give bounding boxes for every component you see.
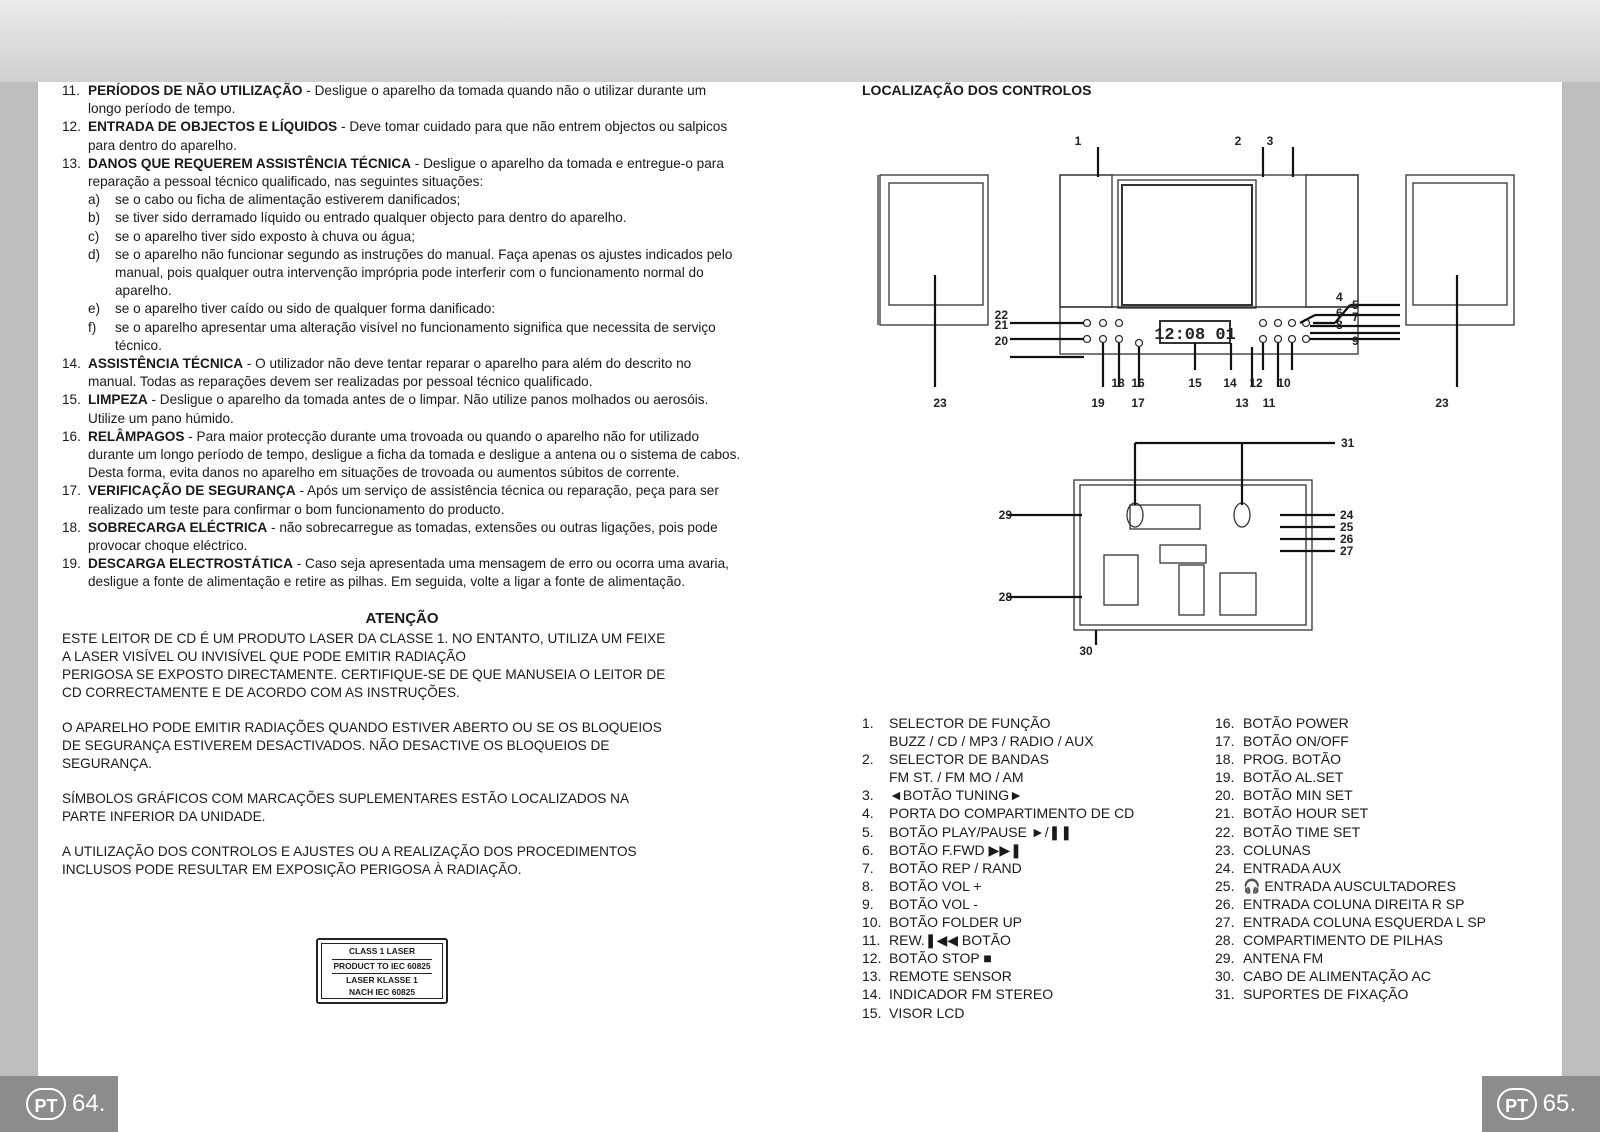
legend-text: BOTÃO STOP ■ xyxy=(889,950,992,967)
legend-number: 12. xyxy=(862,950,882,967)
item-text: - Desligue o aparelho da tomada quando não o utilizar durante um longo período de tempo. xyxy=(88,83,707,117)
legend-number: 30. xyxy=(1215,968,1235,985)
callout-number: 30 xyxy=(1079,644,1093,658)
legend-text: BOTÃO TIME SET xyxy=(1243,823,1361,840)
attention-line: A LASER VISÍVEL OU INVISÍVEL QUE PODE EMITIR RADIAÇÃO xyxy=(62,648,466,664)
legend-number: 2. xyxy=(862,751,874,768)
callout-number: 14 xyxy=(1223,376,1237,390)
item-number: 17. xyxy=(62,483,81,499)
legend-text: REMOTE SENSOR xyxy=(889,968,1012,985)
legend-number: 10. xyxy=(862,914,882,931)
item-text: - Caso seja apresentada uma mensagem de erro ou ocorra uma avaria, desligue a fonte de alimentação e retire as pilhas. Em seguida, volte a ligar a fonte de alimentação. xyxy=(88,556,729,590)
attention-line: PERIGOSA SE EXPOSTO DIRECTAMENTE. CERTIFIQUE-SE DE QUE MANUSEIA O LEITOR DE xyxy=(62,666,666,682)
legend-text: SUPORTES DE FIXAÇÃO xyxy=(1243,986,1409,1003)
legend-row xyxy=(1215,931,1486,949)
legend-text: BOTÃO F.FWD ▶▶❚ xyxy=(889,841,1022,858)
diagram-callouts xyxy=(933,134,1449,658)
legend-text: COLUNAS xyxy=(1243,841,1311,858)
callout-number: 22 xyxy=(994,308,1008,322)
item-text: - não sobrecarregue as tomadas, extensões ou outras ligações, pois pode provocar choque eléctrico. xyxy=(88,519,718,554)
sub-item-text: se o aparelho apresentar uma alteração visível no funcionamento significa que necessita de serviço técnico. xyxy=(115,319,716,353)
legend-row xyxy=(1215,732,1486,750)
legend-row xyxy=(862,877,1134,895)
sub-item xyxy=(88,228,742,246)
sub-item-text: se o aparelho tiver sido exposto à chuva ou água; xyxy=(115,228,416,244)
attention-paragraph xyxy=(62,843,742,879)
right-speaker-illustration xyxy=(1406,175,1514,325)
legend-row xyxy=(1215,949,1486,967)
item-text: - Desligue o aparelho da tomada antes de o limpar. Não utilize panos molhados ou aerosóis. Utilize um pano húmido. xyxy=(88,392,709,426)
sub-list xyxy=(88,191,742,355)
legend-number: 7. xyxy=(862,859,874,876)
callout-number: 19 xyxy=(1091,396,1105,410)
page-number-left xyxy=(0,1076,118,1132)
legend-number: 18. xyxy=(1215,751,1235,768)
legend-number: 25. xyxy=(1215,877,1235,894)
list-item xyxy=(62,555,742,591)
laser-label-line: LASER KLASSE 1 xyxy=(346,975,418,985)
legend-row xyxy=(1215,859,1486,877)
callout-number: 23 xyxy=(1435,396,1449,410)
callout-number: 15 xyxy=(1188,376,1202,390)
sub-item xyxy=(88,319,742,355)
lcd-display-text: 12:08 01 xyxy=(1154,326,1236,345)
sub-item-text: se tiver sido derramado líquido ou entrado qualquer objecto para dentro do aparelho. xyxy=(115,210,627,226)
legend-row xyxy=(1215,786,1486,804)
callout-number: 12 xyxy=(1249,376,1263,390)
legend-text: BOTÃO PLAY/PAUSE ►/❚❚ xyxy=(889,823,1073,840)
legend-text: BOTÃO HOUR SET xyxy=(1243,805,1369,822)
left-speaker-illustration xyxy=(878,175,988,325)
legend-number: 26. xyxy=(1215,895,1235,912)
item-text: - Para maior protecção durante uma trovoada ou quando o aparelho não for utilizado durante um longo período de tempo, desligue a ficha da tomada e desligue a antena ou o sistema de cabos. Desta forma, evita danos no aparelho em situações de trovoada ou aumentos súbitos de corrente. xyxy=(88,428,741,481)
legend-row xyxy=(862,895,1134,913)
callout-number: 20 xyxy=(994,334,1008,348)
legend-text: ENTRADA COLUNA ESQUERDA L SP xyxy=(1243,914,1486,931)
page-number: 65. xyxy=(1542,1090,1576,1117)
attention-line: CD CORRECTAMENTE E DE ACORDO COM AS INSTRUÇÕES. xyxy=(62,684,460,700)
sub-item-text: se o cabo ou ficha de alimentação estiverem danificados; xyxy=(115,192,461,208)
callout-number: 4 xyxy=(1336,290,1343,304)
legend-text: VISOR LCD xyxy=(889,1004,965,1021)
page-number-right xyxy=(1482,1076,1600,1132)
legend-number: 3. xyxy=(862,787,874,804)
sub-item-letter: a) xyxy=(88,192,101,208)
legend-row xyxy=(862,985,1134,1003)
list-item xyxy=(62,428,742,483)
legend-text: SELECTOR DE BANDAS xyxy=(889,751,1050,768)
legend-text: FM ST. / FM MO / AM xyxy=(889,769,1024,786)
legend-row xyxy=(862,913,1134,931)
main-unit-back-illustration xyxy=(1074,480,1312,630)
legend-text: BOTÃO POWER xyxy=(1243,715,1349,731)
callout-number: 16 xyxy=(1131,376,1145,390)
sub-item xyxy=(88,246,742,301)
sub-item xyxy=(88,300,742,318)
left-margin-bar xyxy=(0,82,38,1132)
item-title: VERIFICAÇÃO DE SEGURANÇA xyxy=(88,483,296,499)
sub-item-letter: c) xyxy=(88,228,100,244)
sub-item-letter: b) xyxy=(88,210,101,226)
legend-number: 29. xyxy=(1215,950,1235,967)
callout-number: 29 xyxy=(998,508,1012,522)
list-item xyxy=(62,519,742,555)
callout-number: 6 xyxy=(1336,306,1343,320)
attention-line: INCLUSOS PODE RESULTAR EM EXPOSIÇÃO PERIGOSA À RADIAÇÃO. xyxy=(62,861,522,877)
legend-row xyxy=(862,859,1134,877)
legend-text: ENTRADA AUX xyxy=(1243,859,1342,876)
legend-row xyxy=(862,841,1134,859)
callout-number: 18 xyxy=(1111,376,1125,390)
legend-row xyxy=(862,714,1134,732)
callout-number: 5 xyxy=(1352,298,1359,312)
legend-number: 22. xyxy=(1215,823,1235,840)
legend-number: 23. xyxy=(1215,841,1235,858)
list-item xyxy=(62,355,742,391)
callout-number: 24 xyxy=(1340,508,1354,522)
attention-line: SÍMBOLOS GRÁFICOS COM MARCAÇÕES SUPLEMENTARES ESTÃO LOCALIZADOS NA xyxy=(62,790,630,806)
callout-number: 2 xyxy=(1234,134,1242,148)
attention-paragraph xyxy=(62,719,742,773)
sub-item xyxy=(88,209,742,227)
legend-number: 28. xyxy=(1215,932,1235,949)
legend-text: SELECTOR DE FUNÇÃO xyxy=(889,715,1051,731)
item-text: - Após um serviço de assistência técnica ou reparação, peça para ser realizado um teste para confirmar o bom funcionamento do producto. xyxy=(88,483,719,517)
attention-paragraph xyxy=(62,790,742,826)
legend-row xyxy=(1215,913,1486,931)
legend-row xyxy=(1215,714,1486,732)
legend-number: 1. xyxy=(862,715,874,731)
callout-number: 23 xyxy=(933,396,947,410)
item-title: LIMPEZA xyxy=(88,392,148,408)
legend-number: 20. xyxy=(1215,787,1235,804)
section-title: LOCALIZAÇÃO DOS CONTROLOS xyxy=(862,82,1092,98)
legend-text: ANTENA FM xyxy=(1243,950,1324,967)
callout-number: 7 xyxy=(1352,310,1359,324)
legend-number: 19. xyxy=(1215,769,1235,786)
item-text: - Desligue o aparelho da tomada e entregue-o para reparação a pessoal técnico qualificado, nas seguintes situações: xyxy=(88,155,724,190)
list-item xyxy=(62,482,742,518)
callout-number: 3 xyxy=(1266,134,1274,148)
legend-row xyxy=(862,786,1134,804)
attention-body xyxy=(62,630,742,879)
legend-row xyxy=(862,804,1134,822)
legend-row xyxy=(1215,841,1486,859)
legend-text: BOTÃO VOL - xyxy=(889,895,978,912)
legend-row xyxy=(862,1004,1134,1022)
callout-number: 26 xyxy=(1340,532,1354,546)
callout-number: 27 xyxy=(1340,544,1354,558)
attention-line: O APARELHO PODE EMITIR RADIAÇÕES QUANDO ESTIVER ABERTO OU SE OS BLOQUEIOS xyxy=(62,719,662,735)
legend-row xyxy=(1215,804,1486,822)
legend-text: BOTÃO AL.SET xyxy=(1243,769,1344,786)
item-title: ASSISTÊNCIA TÉCNICA xyxy=(88,356,244,372)
legend-row xyxy=(862,823,1134,841)
item-title: SOBRECARGA ELÉCTRICA xyxy=(88,519,268,535)
callout-number: 31 xyxy=(1341,436,1355,450)
attention-line: ESTE LEITOR DE CD É UM PRODUTO LASER DA CLASSE 1. NO ENTANTO, UTILIZA UM FEIXE xyxy=(62,630,666,646)
item-title: DANOS QUE REQUEREM ASSISTÊNCIA TÉCNICA xyxy=(88,155,412,171)
legend-number: 11. xyxy=(862,932,881,949)
sub-item-letter: f) xyxy=(88,319,97,335)
legend-row xyxy=(1215,985,1486,1003)
item-title: DESCARGA ELECTROSTÁTICA xyxy=(88,556,293,572)
callout-number: 9 xyxy=(1352,334,1359,348)
attention-line: PARTE INFERIOR DA UNIDADE. xyxy=(62,808,266,824)
legend-row xyxy=(1215,895,1486,913)
legend-text: PORTA DO COMPARTIMENTO DE CD xyxy=(889,805,1135,822)
item-number: 16. xyxy=(62,428,81,444)
legend-row xyxy=(862,949,1134,967)
attention-paragraph xyxy=(62,630,742,702)
item-title: ENTRADA DE OBJECTOS E LÍQUIDOS xyxy=(88,119,338,135)
safety-instructions xyxy=(62,82,742,896)
attention-title: ATENÇÃO xyxy=(365,609,439,627)
legend-text: ◄BOTÃO TUNING► xyxy=(889,787,1024,804)
item-number: 15. xyxy=(62,392,81,408)
legend-text: BOTÃO FOLDER UP xyxy=(889,914,1023,931)
legend-number: 14. xyxy=(862,986,882,1003)
item-number: 18. xyxy=(62,519,81,535)
controls-diagram xyxy=(860,125,1580,685)
list-item xyxy=(62,82,742,118)
legend-number: 16. xyxy=(1215,715,1235,731)
controls-legend-left xyxy=(862,714,1134,1022)
header-band xyxy=(0,0,1600,82)
legend-number: 5. xyxy=(862,823,874,840)
legend-number: 21. xyxy=(1215,805,1235,822)
legend-row xyxy=(862,750,1134,768)
page-number: 64. xyxy=(72,1090,106,1117)
legend-text: BOTÃO REP / RAND xyxy=(889,859,1022,876)
sub-item-text: se o aparelho tiver caído ou sido de qualquer forma danificado: xyxy=(115,301,496,317)
item-number: 14. xyxy=(62,356,81,372)
legend-text: COMPARTIMENTO DE PILHAS xyxy=(1243,932,1443,949)
sub-item-letter: e) xyxy=(88,301,101,317)
attention-line: SEGURANÇA. xyxy=(62,755,152,771)
legend-text: BOTÃO MIN SET xyxy=(1243,787,1353,804)
safety-list xyxy=(62,82,742,592)
legend-row xyxy=(1215,967,1486,985)
language-badge: PT xyxy=(1497,1088,1537,1120)
legend-row xyxy=(862,732,1134,750)
legend-text: REW.❚◀◀ BOTÃO xyxy=(889,932,1011,949)
controls-legend-right xyxy=(1215,714,1486,1004)
legend-row xyxy=(862,768,1134,786)
legend-number: 31. xyxy=(1215,986,1235,1003)
item-number: 13. xyxy=(62,155,81,171)
callout-number: 8 xyxy=(1336,318,1343,332)
laser-label-line: CLASS 1 LASER xyxy=(348,946,416,956)
laser-label-line: PRODUCT TO IEC 60825 xyxy=(333,960,431,971)
legend-number: 9. xyxy=(862,895,874,912)
legend-number: 6. xyxy=(862,841,874,858)
legend-number: 17. xyxy=(1215,733,1235,750)
legend-number: 8. xyxy=(862,877,874,894)
legend-row xyxy=(862,967,1134,985)
callout-number: 28 xyxy=(998,590,1012,604)
item-number: 12. xyxy=(62,119,81,135)
item-number: 19. xyxy=(62,556,81,572)
sub-item-letter: d) xyxy=(88,246,101,262)
sub-item-text: se o aparelho não funcionar segundo as instruções do manual. Faça apenas os ajustes indicados pelo manual, pois qualquer outra intervenção imprópria pode interferir com o funcionamento normal do aparelho. xyxy=(115,246,733,299)
callout-number: 10 xyxy=(1277,376,1291,390)
callout-number: 11 xyxy=(1262,396,1276,410)
item-text: - O utilizador não deve tentar reparar o aparelho para além do descrito no manual. Todas as reparações devem ser realizadas por pessoal técnico qualificado. xyxy=(88,356,692,390)
legend-row xyxy=(1215,768,1486,786)
attention-line: A UTILIZAÇÃO DOS CONTROLOS E AJUSTES OU A REALIZAÇÃO DOS PROCEDIMENTOS xyxy=(62,843,637,859)
callout-number: 1 xyxy=(1074,134,1082,148)
list-item xyxy=(62,391,742,427)
legend-number: 15. xyxy=(862,1004,882,1021)
sub-item xyxy=(88,191,742,209)
list-item xyxy=(62,155,742,355)
item-title: PERÍODOS DE NÃO UTILIZAÇÃO xyxy=(88,83,303,98)
legend-text: PROG. BOTÃO xyxy=(1243,751,1342,768)
callout-number: 17 xyxy=(1131,396,1145,410)
legend-row xyxy=(1215,877,1486,895)
legend-number: 13. xyxy=(862,968,882,985)
legend-row xyxy=(862,931,1134,949)
legend-text: INDICADOR FM STEREO xyxy=(889,986,1054,1003)
item-title: RELÂMPAGOS xyxy=(88,428,185,444)
legend-text: 🎧 ENTRADA AUSCULTADORES xyxy=(1243,877,1456,894)
legend-text: ENTRADA COLUNA DIREITA R SP xyxy=(1243,895,1465,912)
attention-line: DE SEGURANÇA ESTIVEREM DESACTIVADOS. NÃO DESACTIVE OS BLOQUEIOS DE xyxy=(62,737,610,753)
callout-number: 13 xyxy=(1235,396,1249,410)
callout-number: 21 xyxy=(994,318,1008,332)
language-badge: PT xyxy=(26,1088,66,1120)
callout-number: 25 xyxy=(1340,520,1354,534)
legend-number: 4. xyxy=(862,805,874,822)
legend-text: BUZZ / CD / MP3 / RADIO / AUX xyxy=(889,733,1094,750)
legend-row xyxy=(1215,823,1486,841)
legend-number: 24. xyxy=(1215,859,1235,876)
legend-text: BOTÃO VOL + xyxy=(889,877,982,894)
laser-class-label xyxy=(316,938,448,1004)
laser-label-line: NACH IEC 60825 xyxy=(348,986,416,997)
legend-text: BOTÃO ON/OFF xyxy=(1243,733,1349,750)
item-number: 11. xyxy=(62,83,80,98)
legend-row xyxy=(1215,750,1486,768)
item-text: - Deve tomar cuidado para que não entrem objectos ou salpicos para dentro do aparelho. xyxy=(88,119,728,153)
legend-text: CABO DE ALIMENTAÇÃO AC xyxy=(1243,968,1432,985)
legend-number: 27. xyxy=(1215,914,1235,931)
list-item xyxy=(62,118,742,154)
